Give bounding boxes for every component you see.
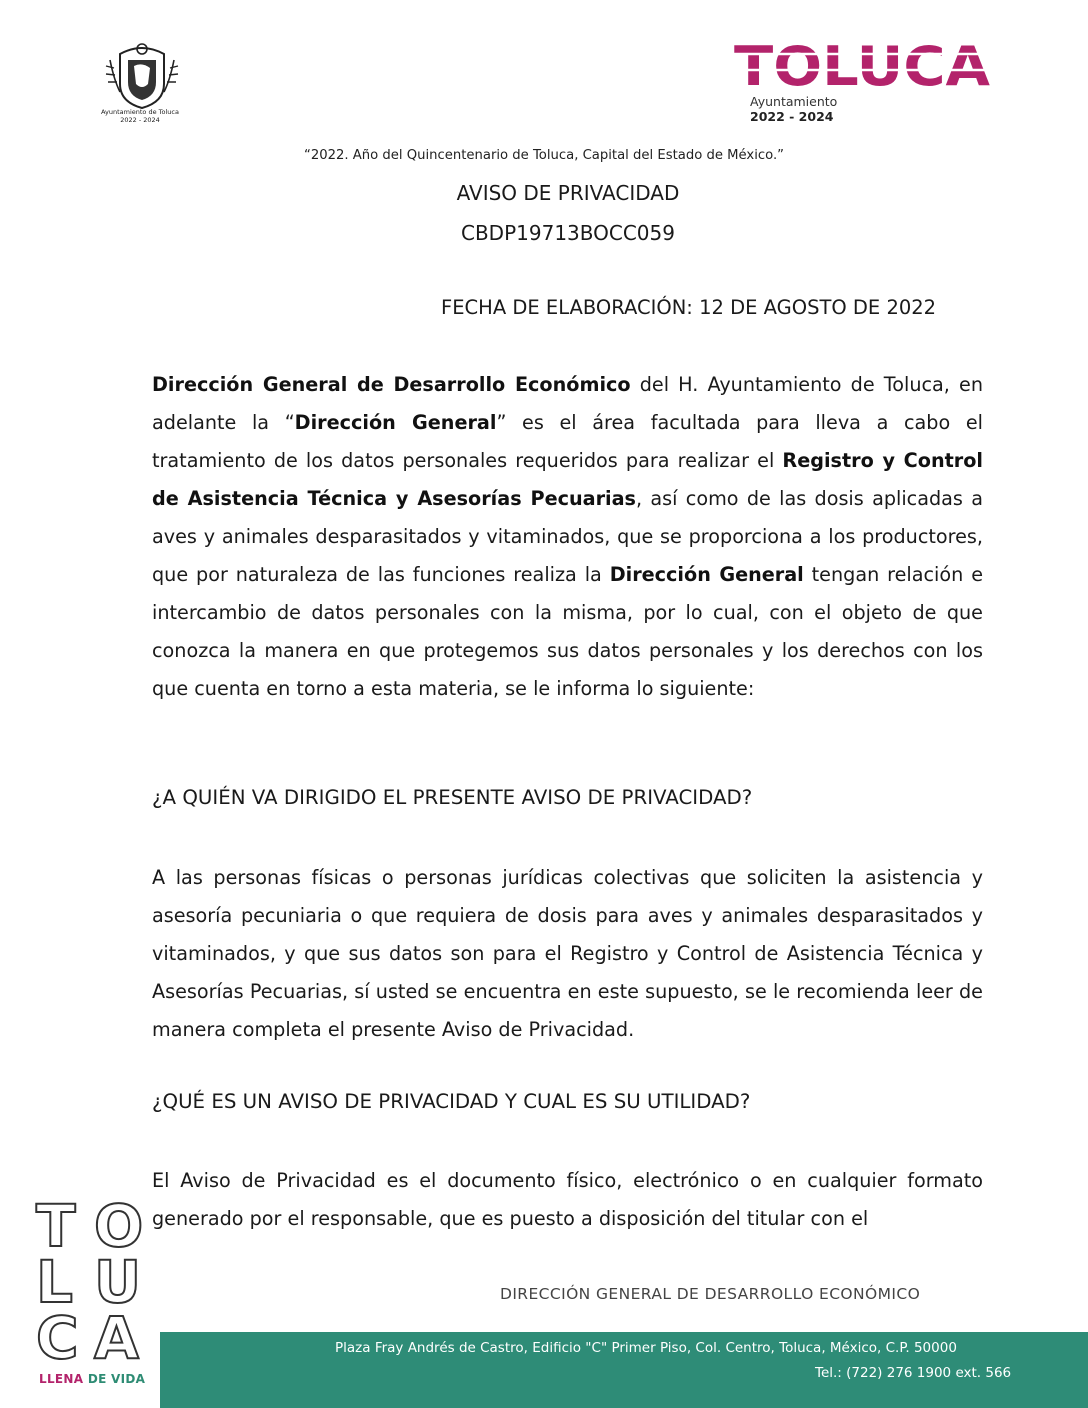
- footer-address: Plaza Fray Andrés de Castro, Edificio "C" Primer Piso, Col. Centro, Toluca, México, C.P. 50000: [335, 1340, 957, 1356]
- toluca-logo-text: TOLUCA: [734, 40, 991, 92]
- footer-logo-letter: T: [36, 1196, 76, 1260]
- document-title: AVISO DE PRIVACIDAD: [456, 181, 680, 205]
- paragraph-text: tengan relación e intercambio de datos personales con la misma, por lo cual, con el objeto de que conozca la manera en que protegemos sus datos personales y los derechos con los que cuenta en torno a esta materia, se le informa lo siguiente:: [152, 563, 983, 700]
- footer-logo-letter: A: [94, 1304, 139, 1364]
- crest-caption-years: 2022 - 2024: [120, 116, 160, 124]
- paragraph-text: del H. Ayuntamiento de Toluca, en adelante la “: [152, 373, 983, 434]
- intro-paragraph: [152, 366, 983, 708]
- footer-toluca-logo: [30, 1196, 148, 1364]
- section-heading-utilidad: ¿QUÉ ES UN AVISO DE PRIVACIDAD Y CUAL ES SU UTILIDAD?: [152, 1090, 751, 1113]
- paragraph-text: ” es el área facultada para lleva a cabo el tratamiento de los datos personales requeridos para realizar el: [152, 411, 983, 472]
- footer-department: DIRECCIÓN GENERAL DE DESARROLLO ECONÓMICO: [500, 1285, 921, 1303]
- bold-term: Dirección General de Desarrollo Económico: [152, 373, 631, 396]
- footer-logo-letter: O: [94, 1196, 144, 1260]
- bold-term: Registro y Control de Asistencia Técnica y Asesorías Pecuarias: [152, 449, 983, 510]
- footer-logo-letter: U: [94, 1248, 142, 1316]
- paragraph-text: , así como de las dosis aplicadas a aves y animales desparasitados y vitaminados, que se proporciona a los productores, que por naturaleza de las funciones realiza la: [152, 487, 983, 586]
- dirigido-paragraph: A las personas físicas o personas jurídicas colectivas que soliciten la asistencia y asesoría pecuniaria o que requiera de dosis para aves y animales desparasitados y vitaminados, y que sus datos son para el Registro y Control de Asistencia Técnica y Asesorías Pecuarias, sí usted se encuentra en este supuesto, se le recomienda leer de manera completa el presente Aviso de Privacidad.: [152, 866, 983, 1041]
- crest-caption-name: Ayuntamiento de Toluca: [101, 108, 179, 116]
- ayuntamiento-years: 2022 - 2024: [750, 109, 834, 124]
- footer-tagline: [39, 1372, 145, 1386]
- slogan: “2022. Año del Quincentenario de Toluca, Capital del Estado de México.”: [304, 148, 784, 163]
- tagline-llena: LLENA: [39, 1372, 84, 1386]
- document-code: CBDP19713BOCC059: [461, 221, 675, 245]
- bold-term: Dirección General: [609, 563, 804, 586]
- toluca-logo: [734, 40, 992, 92]
- utilidad-paragraph: El Aviso de Privacidad es el documento físico, electrónico o en cualquier formato generado por el responsable, que es puesto a disposición del titular con el: [152, 1169, 983, 1230]
- footer-phone: Tel.: (722) 276 1900 ext. 566: [815, 1365, 1012, 1381]
- section-heading-dirigido: ¿A QUIÉN VA DIRIGIDO EL PRESENTE AVISO DE PRIVACIDAD?: [152, 786, 753, 809]
- ayuntamiento-label: Ayuntamiento: [750, 94, 838, 109]
- crest-caption: [80, 108, 200, 124]
- footer-logo-letter: L: [36, 1248, 73, 1316]
- tagline-de-vida: DE VIDA: [87, 1372, 146, 1386]
- bold-term: Dirección General: [294, 411, 497, 434]
- footer-logo-letter: C: [36, 1304, 79, 1364]
- document-date: FECHA DE ELABORACIÓN: 12 DE AGOSTO DE 2022: [441, 296, 937, 319]
